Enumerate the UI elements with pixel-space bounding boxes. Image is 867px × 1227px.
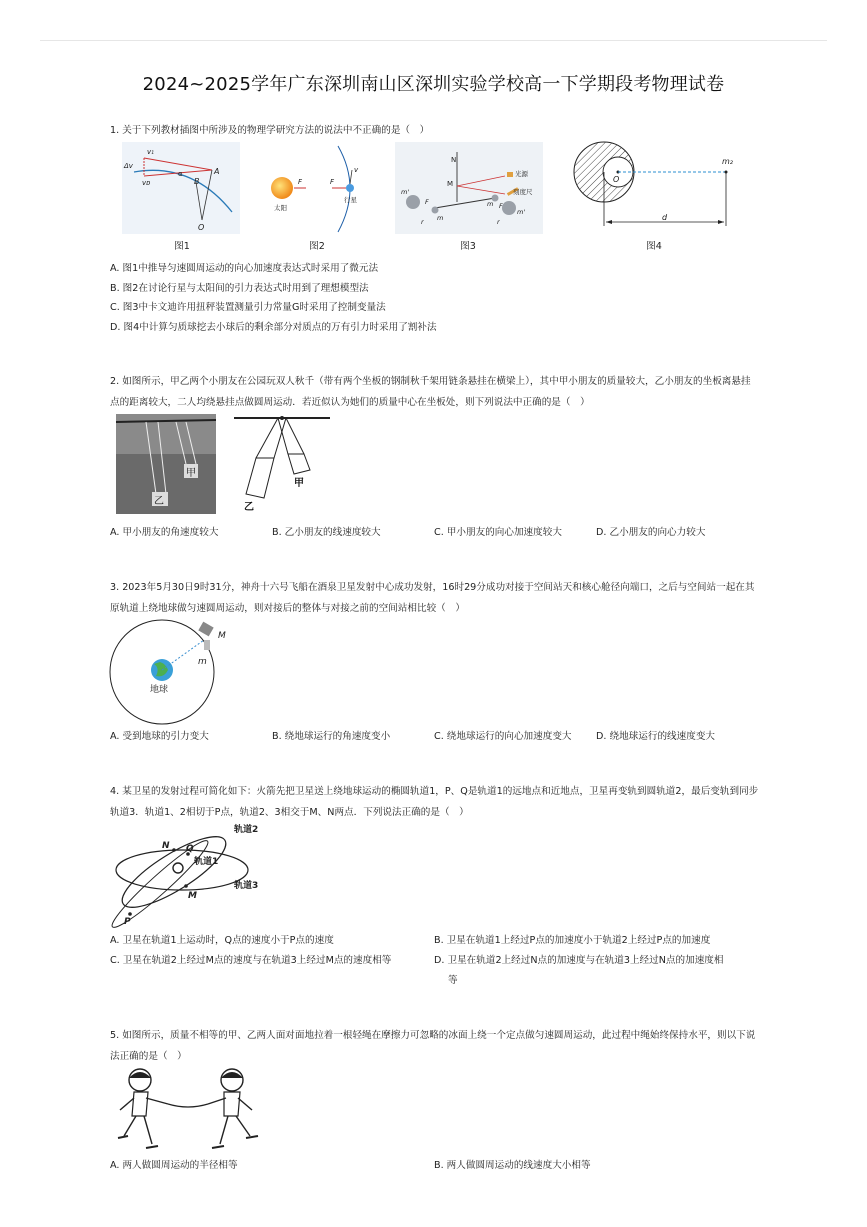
figure-satellite-orbits xyxy=(112,822,272,926)
orbit4-label-track2: 轨道2 xyxy=(234,825,259,835)
question-3-option-b[interactable]: B. 绕地球运行的角速度变小 xyxy=(272,731,391,742)
orbit-label-m-small: m xyxy=(198,657,207,667)
question-4-option-d-continued: 等 xyxy=(448,975,458,986)
fig3-label-light: 光源 xyxy=(515,170,528,178)
figure-swing-photo xyxy=(116,414,216,514)
fig3-label-m2p: m' xyxy=(517,208,526,216)
figure-3-torsion-balance xyxy=(395,142,543,234)
question-3-option-c[interactable]: C. 绕地球运行的向心加速度变大 xyxy=(434,731,572,742)
fig1-label-o: O xyxy=(198,223,205,232)
fig3-label-r1: r xyxy=(421,218,424,226)
fig1-label-dv: Δv xyxy=(124,162,133,170)
question-4-option-b[interactable]: B. 卫星在轨道1上经过P点的加速度小于轨道2上经过P点的加速度 xyxy=(434,935,711,946)
fig3-label-r2: r xyxy=(497,218,500,226)
question-3-option-d[interactable]: D. 绕地球运行的线速度变大 xyxy=(596,731,716,742)
fig3-label-m1p: m' xyxy=(401,188,410,196)
figure-1-velocity-diagram xyxy=(122,142,240,234)
diagram-label-jia: 甲 xyxy=(294,478,304,489)
fig3-label-ruler: 刻度尺 xyxy=(513,188,533,196)
question-3-option-a[interactable]: A. 受到地球的引力变大 xyxy=(110,731,209,742)
question-2-option-c[interactable]: C. 甲小朋友的向心加速度较大 xyxy=(434,527,562,538)
figure-2-sun-planet xyxy=(262,142,372,234)
orbit-label-earth: 地球 xyxy=(150,685,169,695)
fig1-label-a: A xyxy=(214,167,220,176)
fig2-label-sun: 太阳 xyxy=(274,204,287,212)
question-4-option-c[interactable]: C. 卫星在轨道2上经过M点的速度与在轨道3上经过M点的速度相等 xyxy=(110,955,392,966)
orbit4-label-p: P xyxy=(124,917,131,927)
question-5-stem: 5. 如图所示，质量不相等的甲、乙两人面对面地拉着一根轻绳在摩擦力可忽略的冰面上绕一个定点做匀速圆周运动，此过程中绳始终保持水平，则以下说法正确的是（ ） xyxy=(110,1030,756,1062)
orbit4-label-m: M xyxy=(188,891,197,901)
fig3-label-n: N xyxy=(451,156,457,164)
fig3-label-m-top: M xyxy=(447,180,454,188)
fig2-label-v: v xyxy=(354,166,359,174)
question-3-stem: 3. 2023年5月30日9时31分，神舟十六号飞船在酒泉卫星发射中心成功发射，16时29分成功对接于空间站天和核心舱径向端口，之后与空间站一起在其原轨道上绕地球做匀速圆周运动，则对接后的整体与对接之前的空间站相比较（ ） xyxy=(110,582,755,614)
question-2-stem: 2. 如图所示，甲乙两个小朋友在公园玩双人秋千（带有两个坐板的钢制秋千架用链条悬挂在横梁上），其中甲小朋友的质量较大，乙小朋友的坐板离悬挂点的距离较大，二人均绕悬挂点做圆周运动．若近似认为她们的质量中心在坐板处，则下列说法中正确的是（ ） xyxy=(110,376,751,408)
question-2-option-d[interactable]: D. 乙小朋友的向心力较大 xyxy=(596,527,706,538)
orbit4-label-n: N xyxy=(162,841,170,851)
fig1-label-v1: v₁ xyxy=(147,148,154,156)
page-top-rule xyxy=(40,40,827,41)
figure-3-caption: 图3 xyxy=(460,241,476,252)
fig1-label-vb: vᴅ xyxy=(142,179,151,187)
fig2-label-f2: F xyxy=(330,178,335,186)
fig2-label-f1: F xyxy=(298,178,303,186)
fig1-label-alpha: α xyxy=(178,170,183,178)
photo-label-yi: 乙 xyxy=(154,496,164,507)
figure-swing-diagram xyxy=(234,414,330,514)
question-5-option-a[interactable]: A. 两人做圆周运动的半径相等 xyxy=(110,1160,238,1171)
figure-4-caption: 图4 xyxy=(646,241,662,252)
question-1-option-d[interactable]: D. 图4中计算匀质球挖去小球后的剩余部分对质点的万有引力时采用了割补法 xyxy=(110,322,437,333)
question-4-option-a[interactable]: A. 卫星在轨道1上运动时，Q点的速度小于P点的速度 xyxy=(110,935,334,946)
orbit-label-m-big: M xyxy=(218,631,226,641)
fig3-label-f1: F xyxy=(425,198,429,206)
fig3-label-m2: m xyxy=(487,200,494,208)
fig4-label-o: O xyxy=(613,175,620,184)
figure-skaters xyxy=(112,1066,262,1154)
question-5-option-b[interactable]: B. 两人做圆周运动的线速度大小相等 xyxy=(434,1160,591,1171)
fig2-label-planet: 行星 xyxy=(344,196,357,204)
question-1-option-a[interactable]: A. 图1中推导匀速圆周运动的向心加速度表达式时采用了微元法 xyxy=(110,263,379,274)
question-2-option-b[interactable]: B. 乙小朋友的线速度较大 xyxy=(272,527,381,538)
question-1-stem: 1. 关于下列教材插图中所涉及的物理学研究方法的说法中不正确的是（ ） xyxy=(110,125,430,136)
orbit4-label-q: Q xyxy=(186,844,194,854)
question-4-stem: 4. 某卫星的发射过程可简化如下：火箭先把卫星送上绕地球运动的椭圆轨道1，P、Q是轨道1的远地点和近地点，卫星再变轨到圆轨道2，最后变轨到同步轨道3．轨道1、2相切于P点，轨道2、3相交于M、N两点．下列说法正确的是（ ） xyxy=(110,786,759,818)
fig3-label-f2: F xyxy=(499,202,503,210)
fig1-label-b: B xyxy=(194,177,200,186)
exam-title: 2024~2025学年广东深圳南山区深圳实验学校高一下学期段考物理试卷 xyxy=(142,74,725,95)
figure-4-hollow-sphere xyxy=(570,142,740,234)
figure-1-caption: 图1 xyxy=(174,241,190,252)
fig3-label-m1: m xyxy=(437,214,444,222)
diagram-label-yi: 乙 xyxy=(244,502,254,513)
orbit4-label-track1: 轨道1 xyxy=(194,857,219,867)
fig4-label-m2: m₂ xyxy=(722,157,733,166)
photo-label-jia: 甲 xyxy=(186,468,196,479)
question-2-option-a[interactable]: A. 甲小朋友的角速度较大 xyxy=(110,527,219,538)
question-1-option-b[interactable]: B. 图2在讨论行星与太阳间的引力表达式时用到了理想模型法 xyxy=(110,283,369,294)
figure-2-caption: 图2 xyxy=(309,241,325,252)
figure-space-station-orbit xyxy=(108,618,224,722)
question-1-option-c[interactable]: C. 图3中卡文迪许用扭秤装置测量引力常量G时采用了控制变量法 xyxy=(110,302,386,313)
question-4-option-d[interactable]: D. 卫星在轨道2上经过N点的加速度与在轨道3上经过N点的加速度相 xyxy=(434,955,724,966)
fig4-label-d: d xyxy=(662,213,668,222)
orbit4-label-track3: 轨道3 xyxy=(234,881,259,891)
